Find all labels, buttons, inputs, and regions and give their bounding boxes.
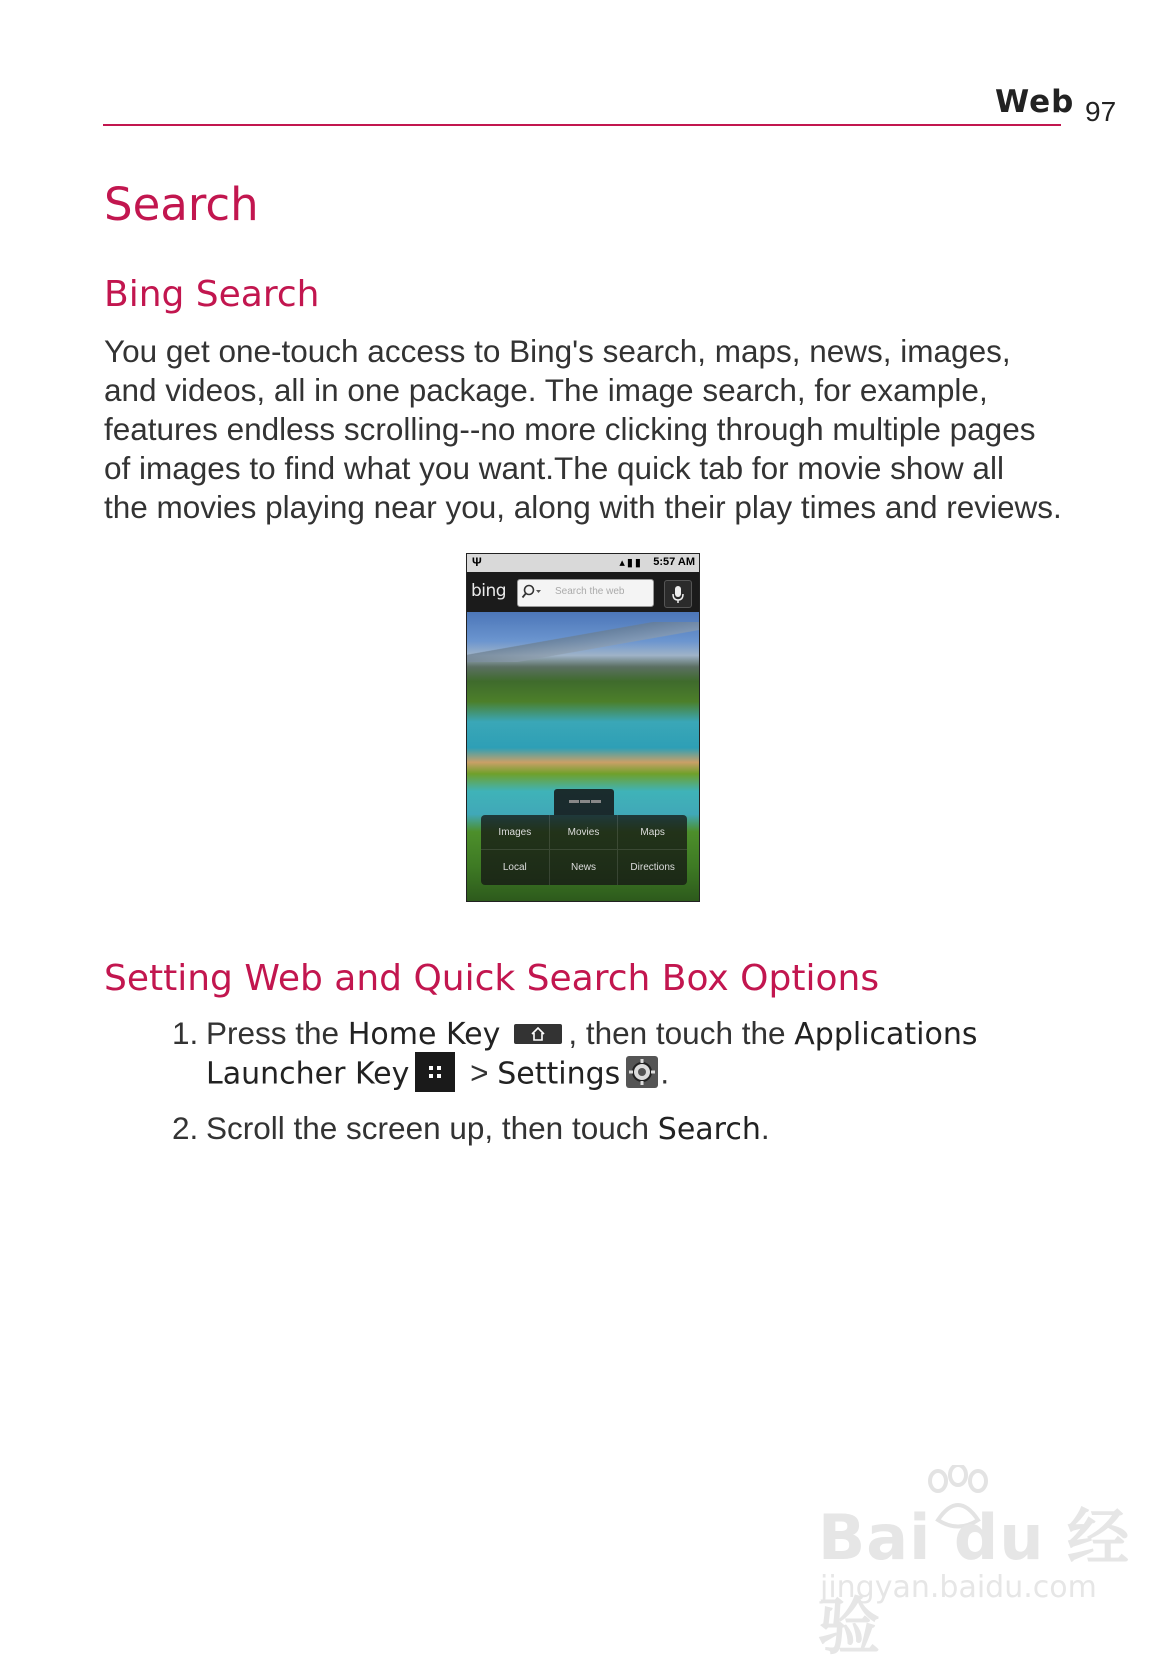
step-text: Scroll the screen up, then touch: [206, 1110, 658, 1146]
header-divider: [103, 124, 1061, 126]
step-number: 2.: [172, 1110, 199, 1146]
tab-images: Images: [481, 815, 550, 850]
apps-grid-icon: [415, 1052, 455, 1092]
lake-landscape-image: [467, 612, 699, 901]
watermark-url: jingyan.baidu.com: [820, 1570, 1097, 1605]
launcher-key-label: Launcher Key: [206, 1056, 410, 1092]
microphone-icon: [664, 580, 692, 608]
paragraph-line: the movies playing near you, along with their play times and reviews.: [104, 489, 1062, 525]
section-title: Web: [995, 84, 1075, 120]
page-number: 97: [1085, 96, 1117, 127]
search-placeholder: Search the web: [555, 586, 625, 597]
paragraph-line: features endless scrolling--no more clicking through multiple pages: [104, 411, 1036, 447]
bing-quick-tabs: [481, 815, 687, 885]
paragraph-line: of images to find what you want.The quick tab for movie show all: [104, 450, 1004, 486]
grid-icon: ▬▬▬: [569, 795, 602, 806]
home-key-label: Home Key: [347, 1017, 501, 1052]
step-number: 1.: [172, 1015, 199, 1051]
settings-gear-icon: [626, 1056, 658, 1088]
step-text: >: [461, 1054, 498, 1091]
signal-icons: ▴▮▮: [619, 557, 643, 569]
paragraph-line: and videos, all in one package. The image search, for example,: [104, 372, 988, 408]
tab-movies: Movies: [550, 815, 619, 850]
bing-search-bar: [467, 572, 699, 612]
tab-maps: Maps: [618, 815, 687, 850]
bing-search-heading: Bing Search: [104, 274, 320, 315]
options-heading: Setting Web and Quick Search Box Options: [104, 958, 880, 999]
search-icon: [521, 584, 547, 602]
tab-local: Local: [481, 850, 550, 885]
usb-icon: Ψ: [472, 555, 482, 569]
settings-label: Settings: [497, 1056, 621, 1092]
tab-directions: Directions: [630, 862, 675, 873]
status-time: 5:57 AM: [653, 556, 695, 568]
step-1: [172, 1015, 978, 1053]
menu-handle: [554, 789, 614, 815]
bing-app-screenshot: [466, 553, 700, 902]
status-bar: [467, 554, 699, 572]
mountain-shape: [467, 622, 699, 662]
bing-logo: bing: [471, 581, 507, 601]
bing-description: [104, 332, 1104, 527]
search-label: Search: [657, 1112, 761, 1147]
paragraph-line: You get one-touch access to Bing's search, maps, news, images,: [104, 333, 1011, 369]
applications-label: Applications: [794, 1017, 978, 1052]
page-title: Search: [104, 178, 259, 231]
home-key-icon: [514, 1024, 562, 1044]
bing-search-input: [517, 579, 654, 607]
tab-news: News: [550, 850, 619, 885]
step-text: .: [660, 1054, 670, 1091]
step-text: .: [760, 1110, 770, 1146]
step-text: , then touch the: [568, 1015, 795, 1051]
step-1-continued: [172, 1052, 669, 1098]
step-text: Press the: [206, 1015, 348, 1051]
baidu-watermark: Bai du 经验: [818, 1501, 1131, 1663]
step-2: [172, 1110, 770, 1148]
